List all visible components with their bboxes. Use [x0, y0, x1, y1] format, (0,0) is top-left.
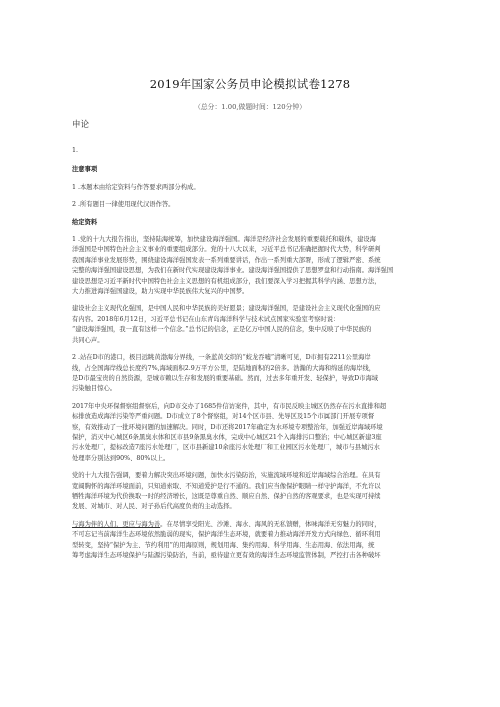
text-line: 2 .站在D市的港口，极目远眺黄渤海分界线，一条蓝黄交织的“蛟龙吞嘘”清晰可见，D市拥有2211公里海岸: [72, 354, 371, 362]
text-line: 标排放造成海洋污染等严重问题。D市成立了8个督察组，对14个区市县、先导区及15个市属部门开展专项督: [72, 413, 375, 421]
paragraph-4: [72, 402, 438, 464]
paragraph-1: [72, 235, 438, 297]
notice-item: 2 .所有题目一律使用现代汉语作答。: [72, 201, 175, 209]
text-line: 处理率分别达到90%、80%以上。: [72, 454, 170, 462]
text-line: 牺牲海洋环境为代价换取一时的经济增长，这既是尊重自然、顺应自然、保护自然的客观要求，也是实现可持续: [72, 492, 381, 500]
document-body: [72, 146, 438, 561]
exam-info: （总分：1.00,做题时间：120分钟）: [194, 103, 306, 111]
notice-item: 1 .本题本由给定资料与作答要求两部分构成。: [72, 183, 200, 191]
text-line: 大力推进海洋强国建设，助力实现中华民族伟大复兴的中国梦。: [72, 288, 249, 296]
section-heading: 申论: [72, 120, 90, 130]
text-line: 1 .党的十九大报告指出，坚持陆海统筹，加快建设海洋强国。海洋是经济社会发展的重要载托和载体，建设海: [72, 236, 376, 244]
paragraph-6: [72, 520, 438, 562]
text-line: 建设社会主义现代化强国，是中国人民和中华民族的美好愿景；建设海洋强国，是建设社会主义现代化强国的应: [72, 305, 381, 313]
paragraph-2: [72, 304, 438, 346]
text-line: 共同心声。: [72, 336, 104, 344]
text-line: “建设海洋强国，我一直有这样一个信念。”总书记的信念，正是亿万中国人民的信念，集中反映了中华民族的: [72, 326, 372, 334]
text-line: 察，有效推动了一批环境问题的加速解决。同时，D市还将2017年确定为水环境专项整治年，加强近岸海域环境: [72, 423, 383, 431]
text-line: 2017年中央环保督察组督察后，向D市交办了1685件信访案件，其中，有市民反映主城区仍然存在污水直排和超: [72, 402, 387, 410]
text-line: 发展、对城市、对人民、对子孙后代高度负责的主动选择。: [72, 503, 236, 511]
text-line: 保护，消灭中心城区6条黑臭水体和区市县9条黑臭水体，完成中心城区21个入海排污口整治；中心城区新建3座: [72, 433, 382, 441]
text-line: 污染触目惊心。: [72, 385, 117, 393]
text-line: 有内容。2018年6月12日，习近平总书记在山东青岛海洋科学与技术试点国家实验室考察时说：: [72, 315, 340, 323]
underlined-lead: 与海为伴的人们，更应与海为善: [72, 520, 161, 528]
text-line: 是D市最宝贵的自然资源，是城市赖以生存和发展的重要基础。然而，过去多年重开发、轻保护，导致D市海域: [72, 374, 379, 382]
text-line: 完整的海洋强国建设思想，为我们在新时代实现建设海洋事业。建设海洋强国提供了思想罗盘和行动指南。海洋强国: [72, 267, 394, 275]
text-line: 筹考虑海洋生态环境保护与陆源污染防治，当前，亟待建立更有效的海洋生态环境监管体制，严控打击各种破坏: [72, 552, 381, 559]
text-line: 宽阔胸怀的海洋环境面前，只知道索取、不知道爱护是行不通的。我们应当像保护眼睛一样守护海洋，不允许以: [72, 482, 381, 490]
text-line: 线，占全国海岸线总长度约7%,海域面积2.9万平方公里，是陆地面积的2倍多。浩瀚的大海和绵延的海岸线，: [72, 364, 376, 372]
text-fragment: 。在尽情享受阳光、沙滩、海水、海风的无私馈赠，体味海洋无穷魅力的同时，: [160, 520, 381, 528]
text-line: 建设思想是习近平新时代中国特色社会主义思想的有机组成部分，我们要深入学习把握其科学内涵、思想方法，: [72, 277, 381, 285]
question-number: 1.: [72, 147, 79, 154]
paragraph-3: [72, 353, 438, 395]
paragraph-5: [72, 471, 438, 513]
text-line: 污水处理厂，提标改造7座污水处理厂，区市县新建10余座污水处理厂和工业园区污水处理厂，城市与县城污水: [72, 444, 380, 452]
notice-heading: 注意事项: [72, 166, 98, 174]
text-line: 洋强国是中国特色社会主义事业的重要组成部分。党的十八大以来，习近平总书记准确把握时代大势，科学研判: [72, 246, 381, 254]
text-line: 不可忘记当前海洋生态环境依然脆弱的现实，保护海洋生态环境，就要着力推动海洋开发方式向绿色、循环利用: [72, 531, 381, 539]
text-line: 党的十九大报告强调，要着力解决突出环境问题，加快水污染防治，实施流域环境和近岸海域综合治理。在具有: [72, 472, 381, 480]
page-title: 2019年国家公务员申论模拟试卷1278: [149, 77, 351, 91]
text-line: [72, 520, 438, 530]
text-line: 型转变，坚持“保护为主、节约利用”的用海原则，规划用海、集约用海、科学用海、生态用海、依法用海，统: [72, 541, 375, 549]
text-line: 我国海洋事业发展形势，围绕建设海洋强国发表一系列重要讲话，作出一系列重大部署，形成了逻辑严密、系统: [72, 256, 381, 264]
material-heading: 给定资料: [72, 218, 98, 226]
